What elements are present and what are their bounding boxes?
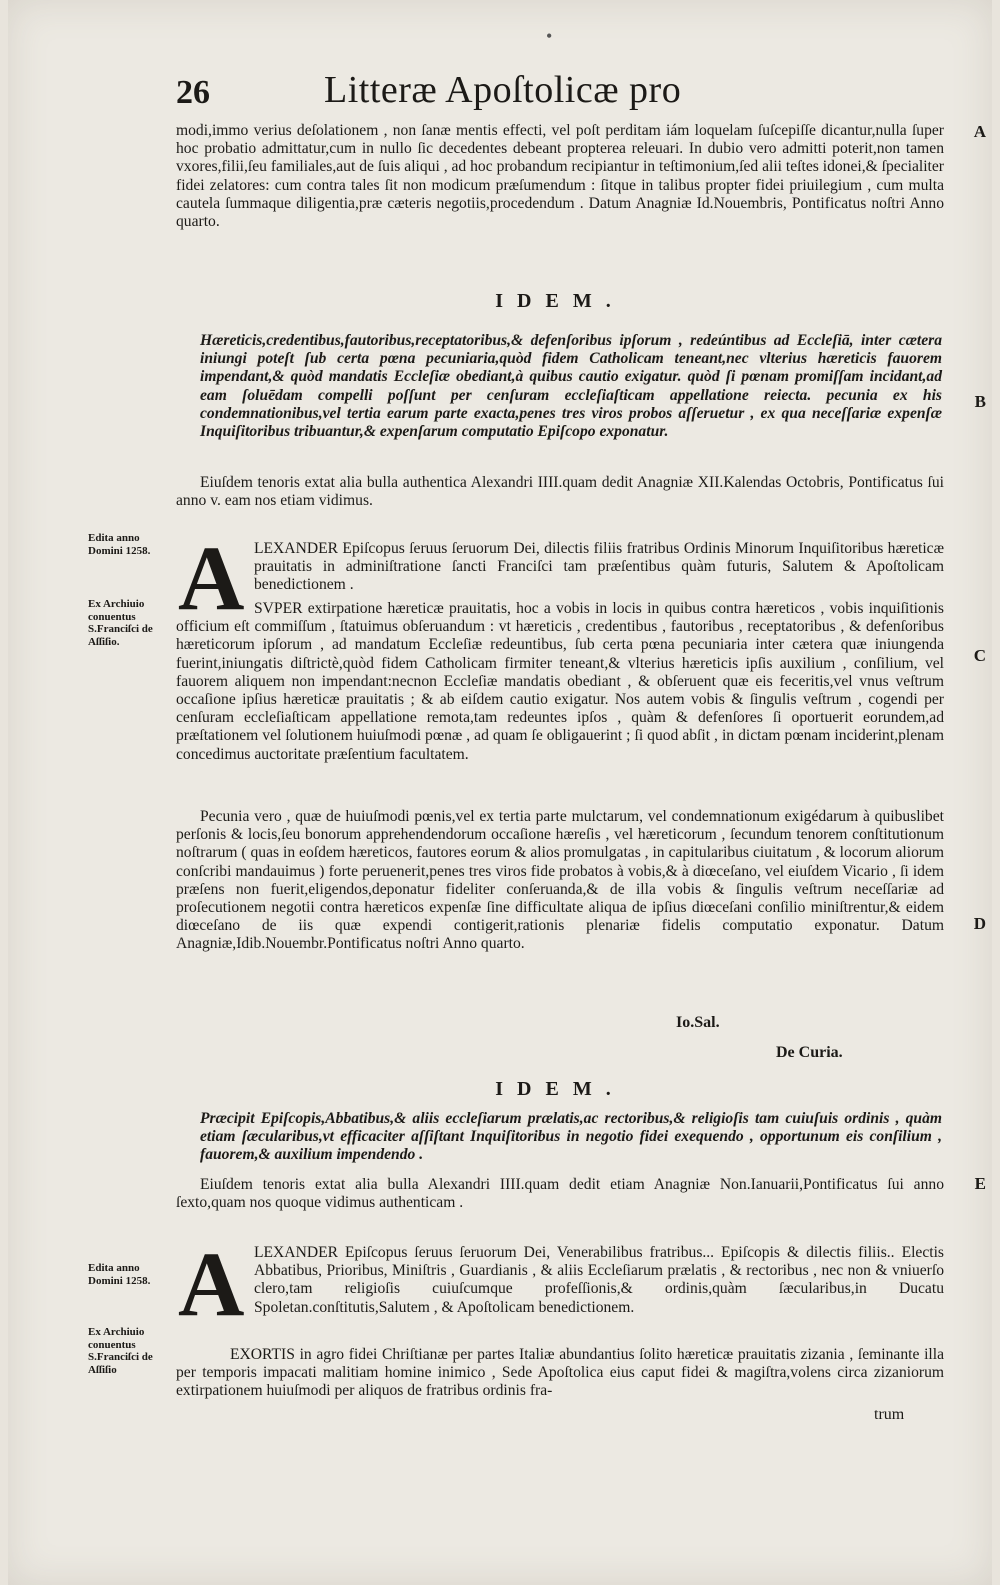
page-ornament: • — [546, 26, 553, 46]
heading-idem-2: IDEM. — [495, 1078, 625, 1100]
summary-2: Præcipit Epiſcopis,Abbatibus,& aliis eccleſiarum prælatis,ac rectoribus,& religioſis tam cuiuſuis ordinis , quàm etiam ſæcularibus,vt efficaciter aſſiſtant Inquiſitoribus in negotio fidei exequendo , opportunum eis conſilium , fauorem,& auxilium impendendo . — [200, 1110, 942, 1164]
signature-io-sal: Io.Sal. — [676, 1014, 720, 1031]
letter-1-salutation: LEXANDER Epiſcopus ſeruus ſeruorum Dei, dilectis filiis fratribus Ordinis Minorum Inquiſitoribus hæreticæ prauitatis in adminiſtratione ſancti Franciſci tam præſentibus quàm futuris, Salutem & Apoſtolicam benedictionem . — [254, 540, 944, 594]
side-letter-e: E — [974, 1174, 986, 1193]
letter-1-body-continued: Pecunia vero , quæ de huiuſmodi pœnis,vel ex tertia parte mulctarum, vel condemnationum exigédarum à quibuslibet perſonis & locis,ſeu bonorum apprehendendorum occaſione hæreſis , vel hæreticorum , ſecundum tenorem conſtitutionum noſtrarum ( quas in eoſdem hæreticos, fautores eorum & alios promulgatas , in capitularibus ciuitatum , & locorum aliorum conſcribi mandauimus ) forte peruenerit,penes tres viros fide probatos à vobis,& à diœceſano, vel eiuſdem Vicario , ſi idem præſens non fuerit,eligendos,deponatur fideliter conſeruanda,& de illa vobis & ſingulis veſtrum neceſſariæ ad proſecutionem negotii contra hæreticos expenſæ ſine difficultate aliqua de ipſius diœceſani conſilio miniſtrentur,& eidem diœceſano de iis quæ expendi contigerit,rationis plenariæ fidelis computatio exponatur. Datum Anagniæ,Idib.Nouembr.Pontificatus noſtri Anno quarto. — [176, 808, 944, 953]
paragraph-bulla-2: Eiuſdem tenoris extat alia bulla Alexandri IIII.quam dedit etiam Anagniæ Non.Ianuarii,Pontificatus ſui anno ſexto,quam nos quoque vidimus authenticam . — [176, 1176, 944, 1212]
drop-cap-1: A — [178, 527, 245, 629]
margin-note-date-1: Edita anno Domini 1258. — [88, 532, 151, 557]
summary-1: Hæreticis,credentibus,fautoribus,receptatoribus,& defenſoribus ipſorum , redeúntibus ad Eccleſiā, inter cætera iniungi poteſt ſub certa pœna pecuniaria,quòd fidem Catholicam teneant,nec vlterius hæreticis fauorem impendant,& quòd mandatis Eccleſiæ obediant,à quibus cautio exigatur. quòd ſi pœnam promiſſam incidant,ad eam ſoluēdam compelli poſſunt per cenſuram eccleſiaſticam appellatione reiecta. pecunia ex his condemnationibus,vel tertia earum parte exacta,penes tres viros probos aſſeruetur , ex qua neceſſariæ expenſæ Inquiſitoribus tribuantur,& expenſarum computatio Epiſcopo exponatur. — [200, 332, 942, 441]
page-number: 26 — [176, 74, 210, 111]
catchword: trum — [874, 1406, 905, 1423]
heading-idem-1: IDEM. — [495, 290, 625, 312]
side-letter-a: A — [973, 122, 986, 141]
side-letter-b: B — [974, 392, 986, 411]
page-header — [176, 68, 816, 128]
margin-note-date-2: Edita anno Domini 1258. — [88, 1262, 151, 1287]
running-title: Litteræ Apoſtolicæ pro — [324, 69, 682, 111]
margin-note-archive-2: Ex Archiuio conuentus S.Franciſci de Aſſiſio — [88, 1326, 153, 1376]
side-letter-c: C — [973, 646, 986, 665]
paragraph-bulla-1: Eiuſdem tenoris extat alia bulla authentica Alexandri IIII.quam dedit Anagniæ XII.Kalendas Octobris, Pontificatus ſui anno v. eam nos etiam vidimus. — [176, 474, 944, 510]
paragraph-opening: modi,immo verius deſolationem , non ſanæ mentis effecti, vel poſt perditam iám loquelam ſuſcepiſſe dicantur,nulla ſuper hoc probatio admittatur,cum in nullo ſic decedentes debeant propterea releuari. In dubio vero admitti poterit,non tamen vxores,filii,ſeu familiales,aut de ſuis aliqui , ad hoc probandum recipiantur in teſtimonium,ſed alii teſtes idonei,& ſpecialiter fidei zelatores: cum contra tales ſit non modicum præſumendum : ſitque in talibus propter fidei priuilegium , cum multa cautela ſummaque diligentia,præ cæteris negotiis,procedendum . Datum Anagniæ Id.Nouembris, Pontificatus noſtri Anno quarto. — [176, 122, 944, 231]
margin-note-archive-1: Ex Archiuio conuentus S.Franciſci de Aſſiſio. — [88, 598, 153, 648]
letter-2-salutation: LEXANDER Epiſcopus ſeruus ſeruorum Dei, Venerabilibus fratribus... Epiſcopis & dilectis filiis.. Electis Abbatibus, Prioribus, Miniſtris , Guardianis , & aliis Eccleſiarum prælatis , & rectoribus , nec non & vniuerſo clero,tam religioſis cuiuſcumque profeſſionis,& ordinis,quàm ſæcularibus,in Ducatu Spoletan.conſtitutis,Salutem , & Apoſtolicam benedictionem. — [254, 1244, 944, 1316]
side-letter-d: D — [973, 914, 986, 933]
drop-cap-2: A — [178, 1233, 245, 1335]
letter-2-body: EXORTIS in agro fidei Chriſtianæ per partes Italiæ abundantius ſolito hæreticæ prauitatis zizania , ſeminante illa per temporis impacati malitiam homine inimico , Sede Apoſtolica eius caput fidei & magiſtra,volens circa zizaniorum extirpationem huiuſmodi per aliquos de fratribus ordinis fra- — [176, 1346, 944, 1400]
signature-de-curia: De Curia. — [776, 1044, 843, 1061]
letter-1-body: SVPER extirpatione hæreticæ prauitatis, hoc a vobis in locis in quibus contra hæreticos , vobis inquiſitionis officium eſt commiſſum , ſtatuimus obſeruandum : vt hæreticis , credentibus , fautoribus , receptatoribus , & defenſoribus hæreticorum ipſorum , ad mandatum Eccleſiæ redeuntibus, ſub certa pœna pecuniaria inter cætera quæ iniungenda fuerint,iniungatis diſtrictè,quòd fidem Catholicam firmiter teneant,& vlterius hæreticis ipſis auxilium , conſilium, vel fauorem aliquem non impendant:necnon Eccleſiæ mandatis obediant , & obſeruent quæ eis feceritis,vel vnus veſtrum occaſione ipſius hæreticæ prauitatis ; & ab eiſdem cautio exigatur. Nos autem vobis & ſingulis veſtrum , cogendi per cenſuram eccleſiaſticam appellatione remota,tam redeuntes ipſos , quàm & defenſores ſi oportuerit eorundem,ad præſtationem vel ſolutionem huiuſmodi pœnæ , ad quam ſe obligauerint ; ſi quod abſit , in dictam pœnam inciderint,plenam concedimus auctoritate præſentium facultatem. — [176, 600, 944, 763]
